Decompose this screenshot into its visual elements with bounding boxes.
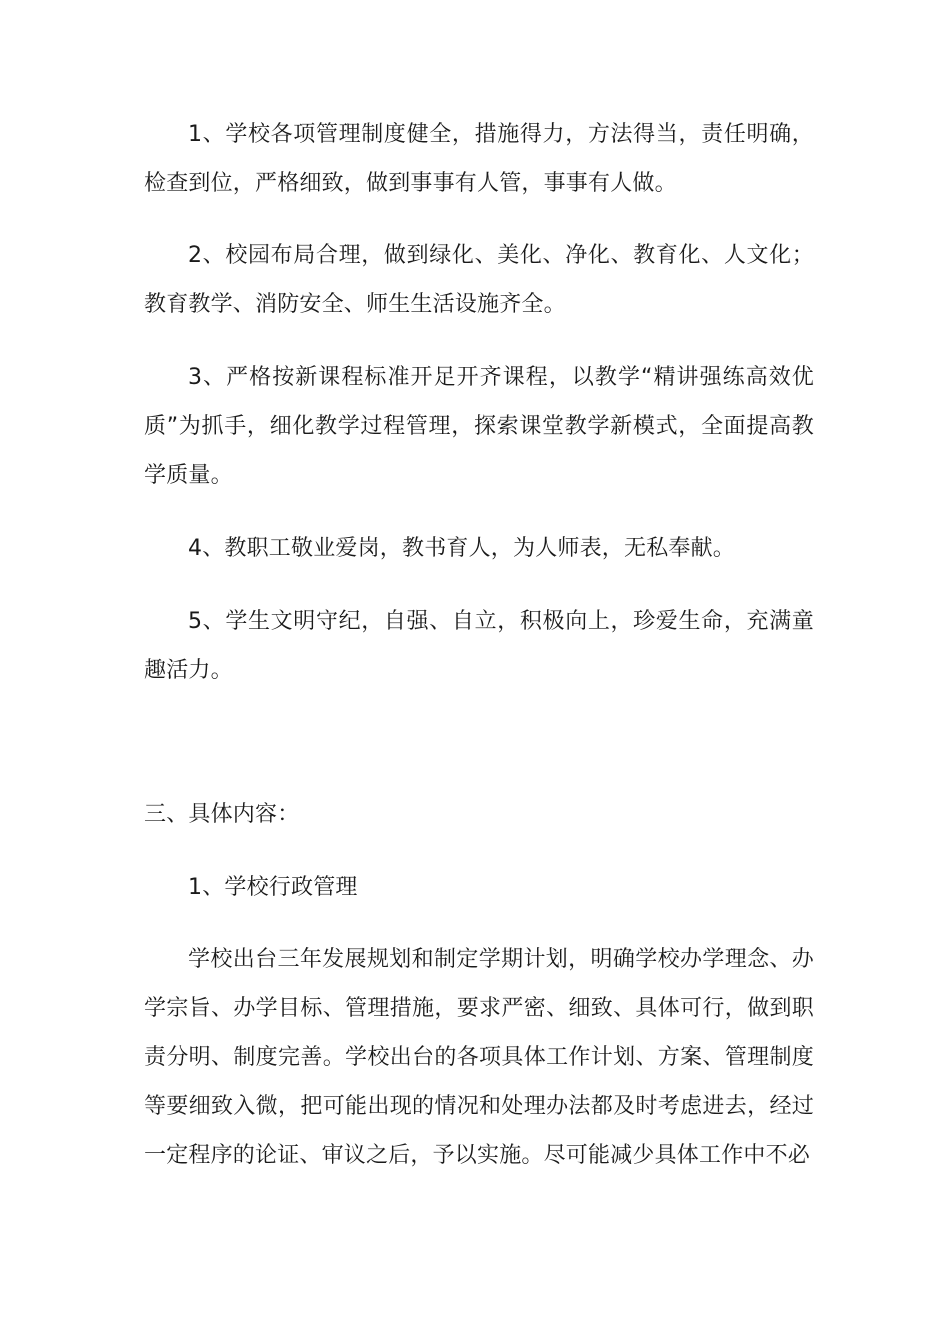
body-paragraph: 学校出台三年发展规划和制定学期计划，明确学校办学理念、办学宗旨、办学目标、管理措施，要求严密、细致、具体可行，做到职责分明、制度完善。学校出台的各项具体工作计划、方案、管理制度等要细致入微，把可能出现的情况和处理办法都及时考虑进去，经过一定程序的论证、审议之后，予以实施。尽可能减少具体工作中不必 (144, 947, 814, 1168)
goal-paragraph-4: 4、教职工敬业爱岗，教书育人，为人师表，无私奉献。 (188, 536, 735, 561)
goal-paragraph-2: 2、校园布局合理，做到绿化、美化、净化、教育化、人文化；教育教学、消防安全、师生生活设施齐全。 (144, 243, 814, 317)
section-heading: 三、具体内容： (144, 802, 300, 827)
subsection-heading: 1、学校行政管理 (188, 875, 358, 900)
goal-paragraph-1: 1、学校各项管理制度健全，措施得力，方法得当，责任明确，检查到位，严格细致，做到事事有人管，事事有人做。 (144, 122, 814, 196)
goal-paragraph-3: 3、严格按新课程标准开足开齐课程，以教学“精讲强练高效优质”为抓手，细化教学过程管理，探索课堂教学新模式，全面提高教学质量。 (144, 365, 814, 488)
goal-paragraph-5: 5、学生文明守纪，自强、自立，积极向上，珍爱生命，充满童趣活力。 (144, 609, 814, 683)
